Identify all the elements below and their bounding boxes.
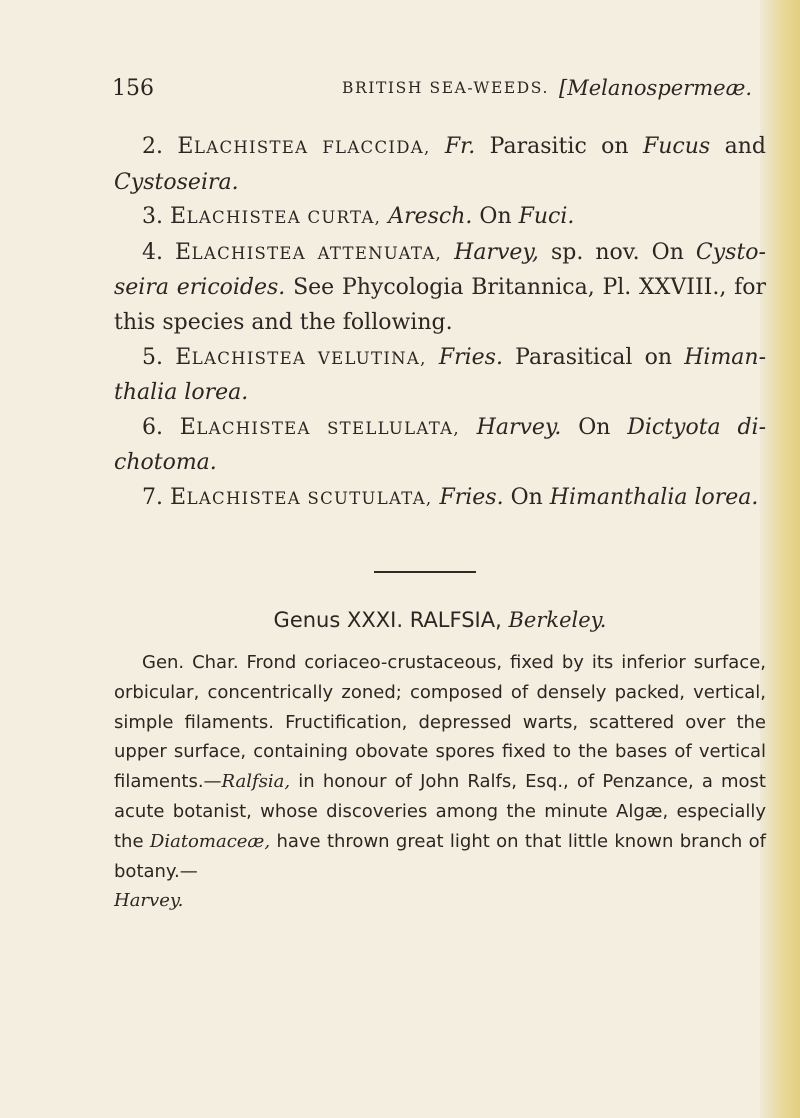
section-divider <box>374 571 476 573</box>
page-edge <box>760 0 800 1118</box>
genus-description: Gen. Char. Frond coriaceo-crustaceous, fixed by its inferior surface, orbicular, concentrically zoned; composed of densely packed, vertical, simple filaments. Fructification, depressed warts, scattered over the upper surface, containing obovate spores fixed to the bases of vertical filaments.—Ralfsia, in honour of John Ralfs, Esq., of Penzance, a most acute botanist, whose discoveries among the minute Algæ, especially the Diatomaceæ, have thrown great light on that little known branch of botany.— Harvey. <box>114 652 766 912</box>
species-list <box>114 130 766 517</box>
species-entry: 3. ELACHISTEA CURTA, Aresch. On Fuci. <box>142 204 575 230</box>
running-title: BRITISH SEA-WEEDS. <box>342 79 550 97</box>
section-title: [Melanospermeæ. <box>559 76 752 100</box>
species-entry: 4. ELACHISTEA ATTENUATA, Harvey, sp. nov. On Cysto-seira ericoides. See Phycologia Britannica, Pl. XXVIII., for this species and the following. <box>114 239 766 335</box>
running-head <box>112 76 752 106</box>
page-number: 156 <box>112 76 154 101</box>
species-entry: 6. ELACHISTEA STELLULATA, Harvey. On Dictyota di-chotoma. <box>114 414 767 476</box>
genus-heading: Genus XXXI. RALFSIA, Berkeley. <box>273 608 607 632</box>
species-entry: 2. ELACHISTEA FLACCIDA, Fr. Parasitic on Fucus and Cystoseira. <box>114 134 766 195</box>
species-entry: 5. ELACHISTEA VELUTINA, Fries. Parasitical on Himan-thalia lorea. <box>114 344 767 406</box>
species-entry: 7. ELACHISTEA SCUTULATA, Fries. On Himanthalia lorea. <box>142 484 759 510</box>
